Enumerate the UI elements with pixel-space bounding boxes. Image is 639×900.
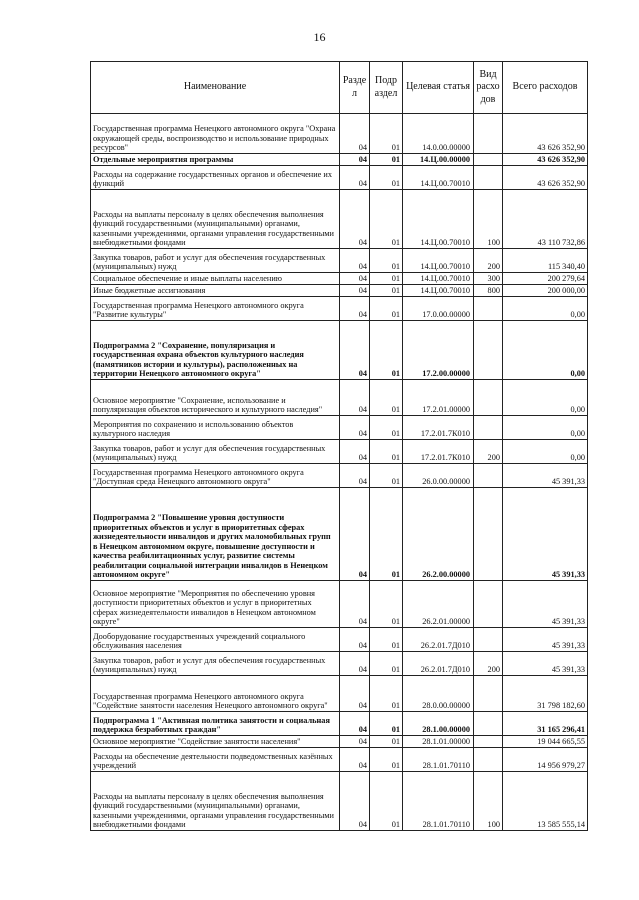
table-row (91, 712, 588, 736)
row-total-cell: 31 798 182,60 (503, 676, 588, 712)
row-podrazdel-cell: 01 (370, 249, 403, 273)
row-name-cell: Подпрограмма 1 "Активная политика занятости и социальная поддержка безработных граждан" (91, 712, 340, 736)
row-podrazdel-cell: 01 (370, 676, 403, 712)
row-expense-type-cell: 100 (474, 190, 503, 249)
row-name-cell: Государственная программа Ненецкого автономного округа "Доступная среда Ненецкого автономного округа" (91, 464, 340, 488)
table-row (91, 154, 588, 166)
row-target-article-cell: 17.2.01.7К010 (403, 440, 474, 464)
row-total-cell: 0,00 (503, 321, 588, 380)
row-expense-type-cell (474, 297, 503, 321)
row-expense-type-cell (474, 712, 503, 736)
row-podrazdel-cell: 01 (370, 712, 403, 736)
row-target-article-cell: 14.Ц.00.70010 (403, 166, 474, 190)
row-total-cell: 45 391,33 (503, 628, 588, 652)
row-podrazdel-cell: 01 (370, 581, 403, 628)
row-expense-type-cell: 300 (474, 273, 503, 285)
row-target-article-cell: 26.2.01.00000 (403, 581, 474, 628)
row-total-cell: 43 626 352,90 (503, 154, 588, 166)
table-row (91, 748, 588, 772)
row-target-article-cell: 14.Ц.00.00000 (403, 154, 474, 166)
expenditure-table (90, 61, 588, 831)
table-header-row (91, 62, 588, 114)
row-target-article-cell: 28.1.00.00000 (403, 712, 474, 736)
row-podrazdel-cell: 01 (370, 464, 403, 488)
row-podrazdel-cell: 01 (370, 166, 403, 190)
row-podrazdel-cell: 01 (370, 736, 403, 748)
row-name-cell: Государственная программа Ненецкого автономного округа "Охрана окружающей среды, воспроизводство и использование природных ресурсов" (91, 114, 340, 154)
row-total-cell: 0,00 (503, 380, 588, 416)
row-total-cell: 115 340,40 (503, 249, 588, 273)
row-name-cell: Основное мероприятие "Содействие занятости населения" (91, 736, 340, 748)
row-razdel-cell: 04 (340, 380, 370, 416)
row-razdel-cell: 04 (340, 581, 370, 628)
row-podrazdel-cell: 01 (370, 114, 403, 154)
row-expense-type-cell (474, 321, 503, 380)
row-total-cell: 200 000,00 (503, 285, 588, 297)
row-podrazdel-cell: 01 (370, 628, 403, 652)
row-razdel-cell: 04 (340, 712, 370, 736)
row-total-cell: 200 279,64 (503, 273, 588, 285)
table-row (91, 297, 588, 321)
row-name-cell: Расходы на выплаты персоналу в целях обеспечения выполнения функций государственными (муниципальными) органами, казенными учреждениями, органами управления государственными внебюджетными фондами (91, 772, 340, 831)
row-razdel-cell: 04 (340, 736, 370, 748)
row-target-article-cell: 17.2.01.7К010 (403, 416, 474, 440)
table-row (91, 736, 588, 748)
table-row (91, 628, 588, 652)
row-total-cell: 45 391,33 (503, 581, 588, 628)
row-target-article-cell: 17.0.00.00000 (403, 297, 474, 321)
row-total-cell: 0,00 (503, 297, 588, 321)
row-expense-type-cell (474, 416, 503, 440)
row-name-cell: Государственная программа Ненецкого автономного округа "Развитие культуры" (91, 297, 340, 321)
row-podrazdel-cell: 01 (370, 273, 403, 285)
row-podrazdel-cell: 01 (370, 488, 403, 581)
row-razdel-cell: 04 (340, 285, 370, 297)
row-target-article-cell: 28.1.01.00000 (403, 736, 474, 748)
row-podrazdel-cell: 01 (370, 380, 403, 416)
row-target-article-cell: 26.2.00.00000 (403, 488, 474, 581)
row-expense-type-cell (474, 581, 503, 628)
row-name-cell: Социальное обеспечение и иные выплаты населению (91, 273, 340, 285)
row-razdel-cell: 04 (340, 652, 370, 676)
row-expense-type-cell (474, 166, 503, 190)
table-body (91, 114, 588, 831)
row-name-cell: Основное мероприятие "Мероприятия по обеспечению уровня доступности приоритетных объектов и услуг в приоритетных сферах жизнедеятельности инвалидов в Ненецком автономном округе" (91, 581, 340, 628)
table-row (91, 166, 588, 190)
row-target-article-cell: 28.0.00.00000 (403, 676, 474, 712)
row-total-cell: 45 391,33 (503, 652, 588, 676)
row-target-article-cell: 14.0.00.00000 (403, 114, 474, 154)
row-expense-type-cell: 200 (474, 652, 503, 676)
table-row (91, 285, 588, 297)
row-name-cell: Государственная программа Ненецкого автономного округа "Содействие занятости населения Ненецкого автономного округа" (91, 676, 340, 712)
table-row (91, 488, 588, 581)
row-podrazdel-cell: 01 (370, 190, 403, 249)
row-target-article-cell: 28.1.01.70110 (403, 748, 474, 772)
row-podrazdel-cell: 01 (370, 772, 403, 831)
row-podrazdel-cell: 01 (370, 154, 403, 166)
table-row (91, 416, 588, 440)
row-total-cell: 43 626 352,90 (503, 114, 588, 154)
header-name: Наименование (91, 62, 340, 114)
row-target-article-cell: 17.2.01.00000 (403, 380, 474, 416)
page-number: 16 (313, 30, 326, 44)
table-row (91, 464, 588, 488)
row-target-article-cell: 17.2.00.00000 (403, 321, 474, 380)
row-razdel-cell: 04 (340, 297, 370, 321)
row-total-cell: 0,00 (503, 416, 588, 440)
row-podrazdel-cell: 01 (370, 748, 403, 772)
row-target-article-cell: 26.2.01.7Д010 (403, 628, 474, 652)
row-target-article-cell: 14.Ц.00.70010 (403, 285, 474, 297)
row-razdel-cell: 04 (340, 154, 370, 166)
row-total-cell: 31 165 296,41 (503, 712, 588, 736)
row-target-article-cell: 28.1.01.70110 (403, 772, 474, 831)
row-name-cell: Иные бюджетные ассигнования (91, 285, 340, 297)
table-row (91, 190, 588, 249)
table-row (91, 581, 588, 628)
row-expense-type-cell (474, 380, 503, 416)
row-razdel-cell: 04 (340, 249, 370, 273)
row-name-cell: Отдельные мероприятия программы (91, 154, 340, 166)
table-row (91, 380, 588, 416)
row-expense-type-cell (474, 676, 503, 712)
row-razdel-cell: 04 (340, 273, 370, 285)
row-expense-type-cell: 100 (474, 772, 503, 831)
row-podrazdel-cell: 01 (370, 440, 403, 464)
row-expense-type-cell (474, 114, 503, 154)
row-razdel-cell: 04 (340, 114, 370, 154)
row-name-cell: Расходы на обеспечение деятельности подведомственных казённых учреждений (91, 748, 340, 772)
table-row (91, 676, 588, 712)
header-total-expenses: Всего расходов (503, 62, 588, 114)
row-podrazdel-cell: 01 (370, 297, 403, 321)
row-total-cell: 13 585 555,14 (503, 772, 588, 831)
row-razdel-cell: 04 (340, 440, 370, 464)
row-razdel-cell: 04 (340, 628, 370, 652)
row-target-article-cell: 14.Ц.00.70010 (403, 273, 474, 285)
row-expense-type-cell (474, 488, 503, 581)
row-razdel-cell: 04 (340, 321, 370, 380)
row-expense-type-cell (474, 748, 503, 772)
row-razdel-cell: 04 (340, 464, 370, 488)
row-razdel-cell: 04 (340, 416, 370, 440)
row-razdel-cell: 04 (340, 676, 370, 712)
row-name-cell: Закупка товаров, работ и услуг для обеспечения государственных (муниципальных) нужд (91, 652, 340, 676)
table-row (91, 114, 588, 154)
table-row (91, 440, 588, 464)
row-name-cell: Мероприятия по сохранению и использованию объектов культурного наследия (91, 416, 340, 440)
row-total-cell: 43 626 352,90 (503, 166, 588, 190)
row-expense-type-cell: 200 (474, 249, 503, 273)
row-name-cell: Расходы на содержание государственных органов и обеспечение их функций (91, 166, 340, 190)
header-target-article: Целевая статья (403, 62, 474, 114)
table-row (91, 249, 588, 273)
header-razdel: Разде л (340, 62, 370, 114)
row-expense-type-cell (474, 464, 503, 488)
row-name-cell: Закупка товаров, работ и услуг для обеспечения государственных (муниципальных) нужд (91, 249, 340, 273)
row-total-cell: 14 956 979,27 (503, 748, 588, 772)
row-podrazdel-cell: 01 (370, 285, 403, 297)
row-name-cell: Расходы на выплаты персоналу в целях обеспечения выполнения функций государственными (муниципальными) органами, казенными учреждениями, органами управления государственными внебюджетными фондами (91, 190, 340, 249)
row-expense-type-cell (474, 736, 503, 748)
header-podrazdel: Подр аздел (370, 62, 403, 114)
row-expense-type-cell: 200 (474, 440, 503, 464)
row-podrazdel-cell: 01 (370, 652, 403, 676)
header-expense-type: Вид расхо дов (474, 62, 503, 114)
row-total-cell: 45 391,33 (503, 464, 588, 488)
row-target-article-cell: 14.Ц.00.70010 (403, 249, 474, 273)
row-expense-type-cell: 800 (474, 285, 503, 297)
row-name-cell: Дооборудование государственных учреждений социального обслуживания населения (91, 628, 340, 652)
row-name-cell: Подпрограмма 2 "Сохранение, популяризация и государственная охрана объектов культурного наследия (памятников истории и культуры), расположенных на территории Ненецкого автономного округа" (91, 321, 340, 380)
table-row (91, 652, 588, 676)
row-target-article-cell: 26.2.01.7Д010 (403, 652, 474, 676)
row-razdel-cell: 04 (340, 748, 370, 772)
row-name-cell: Закупка товаров, работ и услуг для обеспечения государственных (муниципальных) нужд (91, 440, 340, 464)
row-target-article-cell: 26.0.00.00000 (403, 464, 474, 488)
row-razdel-cell: 04 (340, 190, 370, 249)
row-razdel-cell: 04 (340, 772, 370, 831)
row-total-cell: 43 110 732,86 (503, 190, 588, 249)
row-expense-type-cell (474, 628, 503, 652)
row-razdel-cell: 04 (340, 488, 370, 581)
row-podrazdel-cell: 01 (370, 416, 403, 440)
table-row (91, 772, 588, 831)
row-expense-type-cell (474, 154, 503, 166)
table-row (91, 321, 588, 380)
row-name-cell: Основное мероприятие "Сохранение, использование и популяризация объектов исторического и культурного наследия" (91, 380, 340, 416)
row-target-article-cell: 14.Ц.00.70010 (403, 190, 474, 249)
table-row (91, 273, 588, 285)
row-total-cell: 0,00 (503, 440, 588, 464)
row-total-cell: 19 044 665,55 (503, 736, 588, 748)
row-name-cell: Подпрограмма 2 "Повышение уровня доступности приоритетных объектов и услуг в приоритетных сферах жизнедеятельности инвалидов и других маломобильных групп в Ненецком автономном округе, повышение доступности и качества реабилитационных услуг, развитие системы реабилитации социальной интеграции инвалидов в Ненецком автономном округе" (91, 488, 340, 581)
row-razdel-cell: 04 (340, 166, 370, 190)
row-total-cell: 45 391,33 (503, 488, 588, 581)
row-podrazdel-cell: 01 (370, 321, 403, 380)
